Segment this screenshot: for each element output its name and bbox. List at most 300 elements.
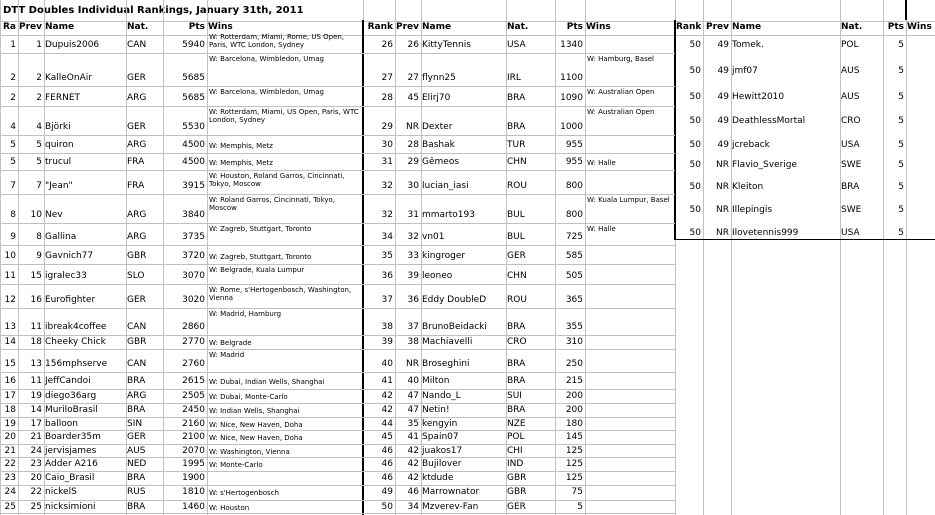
mid-nat-cell[interactable]: GBR [507, 473, 527, 483]
left-pts-cell[interactable]: 3070 [182, 271, 205, 281]
mid-nat-cell[interactable]: TUR [507, 140, 526, 150]
left-prev-cell[interactable]: 19 [30, 391, 42, 401]
left-pts-cell[interactable]: 4500 [182, 157, 205, 167]
left-wins-cell[interactable]: W: Monte-Carlo [209, 461, 263, 469]
right-rank-cell[interactable]: 50 [689, 205, 701, 215]
left-wins-cell[interactable]: W: Nice, New Haven, Doha [209, 434, 303, 442]
left-prev-cell[interactable]: 22 [30, 487, 42, 497]
left-wins-cell[interactable]: W: Zagreb, Stuttgart, Toronto [209, 253, 312, 261]
mid-header-pts[interactable]: Pts [566, 22, 583, 32]
mid-wins-cell[interactable]: W: Australian Open [587, 88, 655, 96]
left-wins-cell[interactable]: W: Houston, Roland Garros, Cincinnati, Tokyo, Moscow [209, 172, 345, 188]
mid-name-cell[interactable]: Machiavelli [422, 337, 473, 347]
mid-rank-cell[interactable]: 41 [381, 376, 393, 386]
mid-pts-cell[interactable]: 585 [565, 251, 583, 261]
mid-wins-cell[interactable]: W: Hamburg, Basel [587, 55, 654, 63]
right-rank-cell[interactable]: 50 [689, 66, 701, 76]
left-rank-cell[interactable]: 12 [4, 295, 16, 305]
mid-prev-cell[interactable]: 46 [407, 487, 419, 497]
left-pts-cell[interactable]: 2760 [182, 359, 205, 369]
left-nat-cell[interactable]: BRA [127, 502, 146, 512]
right-rank-cell[interactable]: 50 [689, 40, 701, 50]
mid-nat-cell[interactable]: IND [507, 459, 524, 469]
left-nat-cell[interactable]: BRA [127, 376, 146, 386]
left-name-cell[interactable]: nicksimioni [45, 502, 96, 512]
left-name-cell[interactable]: Björki [45, 122, 71, 132]
mid-name-cell[interactable]: vn01 [422, 232, 445, 242]
mid-prev-cell[interactable]: 32 [407, 232, 419, 242]
mid-name-cell[interactable]: ktdude [422, 473, 454, 483]
mid-prev-cell[interactable]: 38 [407, 337, 419, 347]
mid-nat-cell[interactable]: USA [507, 40, 526, 50]
mid-name-cell[interactable]: KittyTennis [422, 40, 471, 50]
right-pts-cell[interactable]: 5 [898, 205, 904, 215]
mid-nat-cell[interactable]: BRA [507, 322, 526, 332]
right-nat-cell[interactable]: SWE [841, 160, 862, 170]
left-rank-cell[interactable]: 23 [4, 473, 16, 483]
right-name-cell[interactable]: jmf07 [732, 66, 758, 76]
mid-wins-cell[interactable]: W: Halle [587, 225, 616, 233]
left-wins-cell[interactable]: W: Barcelona, Wimbledon, Umag [209, 88, 324, 96]
mid-name-cell[interactable]: mmarto193 [422, 210, 475, 220]
left-nat-cell[interactable]: RUS [127, 487, 146, 497]
left-prev-cell[interactable]: 7 [36, 181, 42, 191]
mid-rank-cell[interactable]: 46 [381, 446, 393, 456]
right-name-cell[interactable]: DeathlessMortal [732, 116, 806, 126]
mid-prev-cell[interactable]: 31 [407, 210, 419, 220]
left-prev-cell[interactable]: 1 [36, 40, 42, 50]
mid-rank-cell[interactable]: 37 [381, 295, 393, 305]
mid-pts-cell[interactable]: 1090 [560, 93, 583, 103]
left-nat-cell[interactable]: ARG [127, 93, 147, 103]
mid-nat-cell[interactable]: IRL [507, 73, 521, 83]
left-wins-cell[interactable]: W: Rotterdam, Miami, Rome, US Open, Paris, WTC London, Sydney [209, 33, 345, 49]
mid-prev-cell[interactable]: 40 [407, 376, 419, 386]
mid-nat-cell[interactable]: BUL [507, 232, 525, 242]
mid-prev-cell[interactable]: 26 [407, 40, 419, 50]
left-rank-cell[interactable]: 8 [10, 210, 16, 220]
mid-nat-cell[interactable]: CHI [507, 446, 523, 456]
right-rank-cell[interactable]: 50 [689, 160, 701, 170]
right-nat-cell[interactable]: BRA [841, 182, 860, 192]
right-nat-cell[interactable]: USA [841, 140, 860, 150]
left-rank-cell[interactable]: 5 [10, 157, 16, 167]
left-prev-cell[interactable]: 16 [30, 295, 42, 305]
left-rank-cell[interactable]: 18 [4, 405, 16, 415]
left-pts-cell[interactable]: 5530 [182, 122, 205, 132]
mid-prev-cell[interactable]: 41 [407, 432, 419, 442]
mid-rank-cell[interactable]: 26 [381, 40, 393, 50]
mid-prev-cell[interactable]: 35 [407, 419, 419, 429]
mid-prev-cell[interactable]: 39 [407, 271, 419, 281]
left-wins-cell[interactable]: W: Zagreb, Stuttgart, Toronto [209, 225, 312, 233]
left-header-pts[interactable]: Pts [188, 22, 205, 32]
right-name-cell[interactable]: Hewitt2010 [732, 92, 785, 102]
mid-rank-cell[interactable]: 46 [381, 459, 393, 469]
mid-rank-cell[interactable]: 36 [381, 271, 393, 281]
mid-name-cell[interactable]: Broseghini [422, 359, 470, 369]
left-header-rank[interactable]: Ra [2, 22, 16, 32]
left-pts-cell[interactable]: 2160 [182, 419, 205, 429]
right-header-name[interactable]: Name [732, 22, 762, 32]
left-pts-cell[interactable]: 1995 [182, 459, 205, 469]
right-header-prev[interactable]: Prev [705, 22, 729, 32]
mid-prev-cell[interactable]: 42 [407, 459, 419, 469]
mid-pts-cell[interactable]: 355 [565, 322, 583, 332]
right-rank-cell[interactable]: 50 [689, 116, 701, 126]
mid-pts-cell[interactable]: 505 [565, 271, 583, 281]
left-prev-cell[interactable]: 2 [36, 73, 42, 83]
mid-rank-cell[interactable]: 27 [381, 73, 393, 83]
left-prev-cell[interactable]: 21 [30, 432, 42, 442]
left-nat-cell[interactable]: GER [127, 122, 146, 132]
left-prev-cell[interactable]: 15 [30, 271, 42, 281]
left-prev-cell[interactable]: 11 [30, 376, 42, 386]
mid-rank-cell[interactable]: 30 [381, 140, 393, 150]
mid-name-cell[interactable]: BrunoBeidacki [422, 322, 487, 332]
mid-prev-cell[interactable]: 30 [407, 181, 419, 191]
left-pts-cell[interactable]: 2505 [182, 391, 205, 401]
left-pts-cell[interactable]: 2100 [182, 432, 205, 442]
mid-pts-cell[interactable]: 800 [565, 181, 583, 191]
mid-pts-cell[interactable]: 955 [565, 157, 583, 167]
mid-pts-cell[interactable]: 955 [565, 140, 583, 150]
mid-pts-cell[interactable]: 1100 [560, 73, 583, 83]
mid-rank-cell[interactable]: 40 [381, 359, 393, 369]
mid-name-cell[interactable]: Marrownator [422, 487, 480, 497]
left-name-cell[interactable]: Nev [45, 210, 63, 220]
mid-nat-cell[interactable]: CHN [507, 157, 527, 167]
mid-rank-cell[interactable]: 38 [381, 322, 393, 332]
left-pts-cell[interactable]: 3720 [182, 251, 205, 261]
mid-nat-cell[interactable]: CRO [507, 337, 527, 347]
mid-wins-cell[interactable]: W: Halle [587, 159, 616, 167]
left-rank-cell[interactable]: 24 [4, 487, 16, 497]
left-nat-cell[interactable]: GER [127, 295, 146, 305]
right-pts-cell[interactable]: 5 [898, 228, 904, 238]
left-name-cell[interactable]: MuriloBrasil [45, 405, 98, 415]
left-rank-cell[interactable]: 16 [4, 376, 16, 386]
mid-header-name[interactable]: Name [422, 22, 452, 32]
right-pts-cell[interactable]: 5 [898, 160, 904, 170]
mid-nat-cell[interactable]: BUL [507, 210, 525, 220]
mid-name-cell[interactable]: Milton [422, 376, 450, 386]
mid-wins-cell[interactable]: W: Australian Open [587, 108, 655, 116]
left-prev-cell[interactable]: 24 [30, 446, 42, 456]
mid-rank-cell[interactable]: 44 [381, 419, 393, 429]
mid-nat-cell[interactable]: NZE [507, 419, 526, 429]
right-name-cell[interactable]: Ilovetennis999 [732, 228, 799, 238]
mid-pts-cell[interactable]: 145 [565, 432, 583, 442]
left-wins-cell[interactable]: W: Memphis, Metz [209, 142, 273, 150]
left-name-cell[interactable]: Dupuis2006 [45, 40, 100, 50]
left-wins-cell[interactable]: W: Belgrade, Kuala Lumpur [209, 266, 305, 274]
mid-pts-cell[interactable]: 250 [565, 359, 583, 369]
left-nat-cell[interactable]: GER [127, 432, 146, 442]
left-name-cell[interactable]: trucul [45, 157, 72, 167]
mid-name-cell[interactable]: Spain07 [422, 432, 459, 442]
right-nat-cell[interactable]: SWE [841, 205, 862, 215]
left-rank-cell[interactable]: 4 [10, 122, 16, 132]
left-rank-cell[interactable]: 9 [10, 232, 16, 242]
left-wins-cell[interactable]: W: Houston [209, 504, 250, 512]
mid-pts-cell[interactable]: 1000 [560, 122, 583, 132]
left-nat-cell[interactable]: FRA [127, 181, 145, 191]
right-header-wins[interactable]: Wins [907, 22, 932, 32]
right-pts-cell[interactable]: 5 [898, 40, 904, 50]
right-prev-cell[interactable]: 49 [717, 40, 729, 50]
left-prev-cell[interactable]: 11 [30, 322, 42, 332]
mid-prev-cell[interactable]: 27 [407, 73, 419, 83]
left-nat-cell[interactable]: GER [127, 73, 146, 83]
right-prev-cell[interactable]: NR [716, 182, 729, 192]
left-prev-cell[interactable]: 2 [36, 93, 42, 103]
left-wins-cell[interactable]: W: Madrid, Hamburg [209, 310, 282, 318]
mid-name-cell[interactable]: lucian_iasi [422, 181, 469, 191]
mid-nat-cell[interactable]: GER [507, 251, 526, 261]
mid-pts-cell[interactable]: 725 [565, 232, 583, 242]
left-nat-cell[interactable]: CAN [127, 359, 147, 369]
left-name-cell[interactable]: Caio_Brasil [45, 473, 95, 483]
left-wins-cell[interactable]: W: Dubai, Indian Wells, Shanghai [209, 378, 325, 386]
mid-name-cell[interactable]: kingroger [422, 251, 466, 261]
mid-name-cell[interactable]: Gêmeos [422, 157, 460, 167]
left-prev-cell[interactable]: 18 [30, 337, 42, 347]
left-name-cell[interactable]: Adder A216 [45, 459, 98, 469]
right-name-cell[interactable]: Illepingis [732, 205, 773, 215]
mid-header-rank[interactable]: Rank [367, 22, 393, 32]
left-pts-cell[interactable]: 2770 [182, 337, 205, 347]
left-pts-cell[interactable]: 2615 [182, 376, 205, 386]
left-nat-cell[interactable]: BRA [127, 473, 146, 483]
right-nat-cell[interactable]: USA [841, 228, 860, 238]
mid-header-nat[interactable]: Nat. [507, 22, 529, 32]
left-wins-cell[interactable]: W: Nice, New Haven, Doha [209, 421, 303, 429]
left-name-cell[interactable]: "Jean" [45, 181, 73, 191]
left-wins-cell[interactable]: W: s'Hertogenbosch [209, 489, 279, 497]
left-prev-cell[interactable]: 4 [36, 122, 42, 132]
mid-nat-cell[interactable]: ROU [507, 295, 527, 305]
left-nat-cell[interactable]: FRA [127, 157, 145, 167]
left-nat-cell[interactable]: GBR [127, 251, 147, 261]
mid-name-cell[interactable]: Eddy DoubleD [422, 295, 487, 305]
left-pts-cell[interactable]: 2860 [182, 322, 205, 332]
left-prev-cell[interactable]: 10 [30, 210, 42, 220]
mid-prev-cell[interactable]: 42 [407, 446, 419, 456]
left-name-cell[interactable]: ibreak4coffee [45, 322, 107, 332]
mid-nat-cell[interactable]: SUI [507, 391, 522, 401]
mid-pts-cell[interactable]: 75 [571, 487, 583, 497]
mid-prev-cell[interactable]: 37 [407, 322, 419, 332]
mid-name-cell[interactable]: Dexter [422, 122, 453, 132]
left-wins-cell[interactable]: W: Indian Wells, Shanghai [209, 407, 300, 415]
left-pts-cell[interactable]: 2450 [182, 405, 205, 415]
mid-name-cell[interactable]: Nando_L [422, 391, 461, 401]
mid-nat-cell[interactable]: BRA [507, 359, 526, 369]
mid-wins-cell[interactable]: W: Kuala Lumpur, Basel [587, 196, 670, 204]
mid-nat-cell[interactable]: BRA [507, 405, 526, 415]
mid-rank-cell[interactable]: 39 [381, 337, 393, 347]
left-nat-cell[interactable]: ARG [127, 391, 147, 401]
mid-prev-cell[interactable]: 29 [407, 157, 419, 167]
right-pts-cell[interactable]: 5 [898, 140, 904, 150]
mid-rank-cell[interactable]: 31 [381, 157, 393, 167]
mid-rank-cell[interactable]: 49 [381, 487, 393, 497]
mid-pts-cell[interactable]: 125 [565, 473, 583, 483]
left-pts-cell[interactable]: 5685 [182, 93, 205, 103]
right-header-nat[interactable]: Nat. [841, 22, 863, 32]
right-rank-cell[interactable]: 50 [689, 228, 701, 238]
right-pts-cell[interactable]: 5 [898, 116, 904, 126]
right-prev-cell[interactable]: NR [716, 160, 729, 170]
left-pts-cell[interactable]: 3735 [182, 232, 205, 242]
mid-name-cell[interactable]: Mzverev-Fan [422, 502, 479, 512]
mid-nat-cell[interactable]: GER [507, 502, 526, 512]
left-rank-cell[interactable]: 21 [4, 446, 16, 456]
left-rank-cell[interactable]: 14 [4, 337, 16, 347]
mid-rank-cell[interactable]: 42 [381, 405, 393, 415]
mid-prev-cell[interactable]: 47 [407, 391, 419, 401]
left-nat-cell[interactable]: CAN [127, 40, 147, 50]
left-name-cell[interactable]: Eurofighter [45, 295, 96, 305]
left-nat-cell[interactable]: GBR [127, 337, 147, 347]
left-rank-cell[interactable]: 25 [4, 502, 16, 512]
mid-prev-cell[interactable]: 45 [407, 93, 419, 103]
mid-pts-cell[interactable]: 200 [565, 391, 583, 401]
mid-rank-cell[interactable]: 35 [381, 251, 393, 261]
left-prev-cell[interactable]: 9 [36, 251, 42, 261]
left-wins-cell[interactable]: W: Dubai, Monte-Carlo [209, 393, 288, 401]
mid-prev-cell[interactable]: 47 [407, 405, 419, 415]
mid-rank-cell[interactable]: 29 [381, 122, 393, 132]
left-nat-cell[interactable]: SLO [127, 271, 145, 281]
left-wins-cell[interactable]: W: Roland Garros, Cincinnati, Tokyo, Moscow [209, 196, 336, 212]
mid-header-wins[interactable]: Wins [586, 22, 611, 32]
left-name-cell[interactable]: Cheeky Chick [45, 337, 106, 347]
right-header-rank[interactable]: Rank [676, 22, 701, 32]
left-rank-cell[interactable]: 2 [10, 93, 16, 103]
left-nat-cell[interactable]: NED [127, 459, 147, 469]
left-nat-cell[interactable]: CAN [127, 322, 147, 332]
mid-name-cell[interactable]: Elirj70 [422, 93, 451, 103]
right-prev-cell[interactable]: 49 [717, 116, 729, 126]
mid-prev-cell[interactable]: NR [406, 359, 419, 369]
right-pts-cell[interactable]: 5 [898, 182, 904, 192]
left-prev-cell[interactable]: 8 [36, 232, 42, 242]
mid-rank-cell[interactable]: 28 [381, 93, 393, 103]
mid-pts-cell[interactable]: 310 [565, 337, 583, 347]
left-rank-cell[interactable]: 13 [4, 322, 16, 332]
right-prev-cell[interactable]: 49 [717, 140, 729, 150]
left-pts-cell[interactable]: 3915 [182, 181, 205, 191]
left-name-cell[interactable]: jervisjames [45, 446, 97, 456]
left-wins-cell[interactable]: W: Madrid [209, 351, 245, 359]
left-pts-cell[interactable]: 3020 [182, 295, 205, 305]
left-name-cell[interactable]: quiron [45, 140, 74, 150]
left-rank-cell[interactable]: 19 [4, 419, 16, 429]
right-name-cell[interactable]: Flavio_Sverige [732, 160, 798, 170]
left-name-cell[interactable]: nickelS [45, 487, 77, 497]
mid-prev-cell[interactable]: 28 [407, 140, 419, 150]
mid-prev-cell[interactable]: 33 [407, 251, 419, 261]
mid-pts-cell[interactable]: 125 [565, 446, 583, 456]
mid-header-prev[interactable]: Prev [396, 22, 419, 32]
right-prev-cell[interactable]: NR [716, 205, 729, 215]
left-wins-cell[interactable]: W: Rome, s'Hertogenbosch, Washington, Vienna [209, 286, 352, 302]
left-nat-cell[interactable]: ARG [127, 232, 147, 242]
left-header-name[interactable]: Name [45, 22, 75, 32]
left-pts-cell[interactable]: 1460 [182, 502, 205, 512]
left-header-nat[interactable]: Nat. [127, 22, 149, 32]
mid-pts-cell[interactable]: 5 [577, 502, 583, 512]
mid-rank-cell[interactable]: 32 [381, 181, 393, 191]
left-name-cell[interactable]: 156mphserve [45, 359, 108, 369]
left-wins-cell[interactable]: W: Memphis, Metz [209, 159, 273, 167]
mid-pts-cell[interactable]: 800 [565, 210, 583, 220]
left-rank-cell[interactable]: 10 [4, 251, 16, 261]
right-nat-cell[interactable]: POL [841, 40, 859, 50]
mid-rank-cell[interactable]: 32 [381, 210, 393, 220]
left-wins-cell[interactable]: W: Barcelona, Wimbledon, Umag [209, 55, 324, 63]
right-pts-cell[interactable]: 5 [898, 66, 904, 76]
mid-nat-cell[interactable]: POL [507, 432, 525, 442]
mid-name-cell[interactable]: flynn25 [422, 73, 456, 83]
left-prev-cell[interactable]: 23 [30, 459, 42, 469]
right-nat-cell[interactable]: AUS [841, 66, 860, 76]
right-rank-cell[interactable]: 50 [689, 92, 701, 102]
left-rank-cell[interactable]: 11 [4, 271, 16, 281]
mid-pts-cell[interactable]: 1340 [560, 40, 583, 50]
mid-name-cell[interactable]: Bashak [422, 140, 455, 150]
left-nat-cell[interactable]: ARG [127, 210, 147, 220]
mid-name-cell[interactable]: kengyin [422, 419, 458, 429]
mid-rank-cell[interactable]: 46 [381, 473, 393, 483]
left-name-cell[interactable]: KalleOnAir [45, 73, 92, 83]
left-name-cell[interactable]: Gavnich77 [45, 251, 94, 261]
right-prev-cell[interactable]: NR [716, 228, 729, 238]
mid-nat-cell[interactable]: CHN [507, 271, 527, 281]
mid-prev-cell[interactable]: 42 [407, 473, 419, 483]
mid-prev-cell[interactable]: 36 [407, 295, 419, 305]
mid-nat-cell[interactable]: BRA [507, 376, 526, 386]
left-prev-cell[interactable]: 5 [36, 157, 42, 167]
left-name-cell[interactable]: JeffCandoi [45, 376, 91, 386]
left-prev-cell[interactable]: 17 [30, 419, 42, 429]
left-header-wins[interactable]: Wins [208, 22, 233, 32]
left-name-cell[interactable]: FERNET [45, 93, 81, 103]
left-pts-cell[interactable]: 4500 [182, 140, 205, 150]
right-nat-cell[interactable]: AUS [841, 92, 860, 102]
mid-pts-cell[interactable]: 365 [565, 295, 583, 305]
left-wins-cell[interactable]: W: Rotterdam, Miami, US Open, Paris, WTC London, Sydney [209, 108, 359, 124]
mid-rank-cell[interactable]: 34 [381, 232, 393, 242]
left-nat-cell[interactable]: BRA [127, 405, 146, 415]
mid-nat-cell[interactable]: BRA [507, 122, 526, 132]
left-rank-cell[interactable]: 5 [10, 140, 16, 150]
mid-pts-cell[interactable]: 180 [565, 419, 583, 429]
left-name-cell[interactable]: igralec33 [45, 271, 87, 281]
mid-pts-cell[interactable]: 200 [565, 405, 583, 415]
left-prev-cell[interactable]: 5 [36, 140, 42, 150]
left-rank-cell[interactable]: 2 [10, 73, 16, 83]
left-prev-cell[interactable]: 20 [30, 473, 42, 483]
mid-rank-cell[interactable]: 50 [381, 502, 393, 512]
mid-pts-cell[interactable]: 125 [565, 459, 583, 469]
mid-nat-cell[interactable]: BRA [507, 93, 526, 103]
mid-name-cell[interactable]: juakos17 [422, 446, 463, 456]
right-nat-cell[interactable]: CRO [841, 116, 861, 126]
left-name-cell[interactable]: Gallina [45, 232, 77, 242]
